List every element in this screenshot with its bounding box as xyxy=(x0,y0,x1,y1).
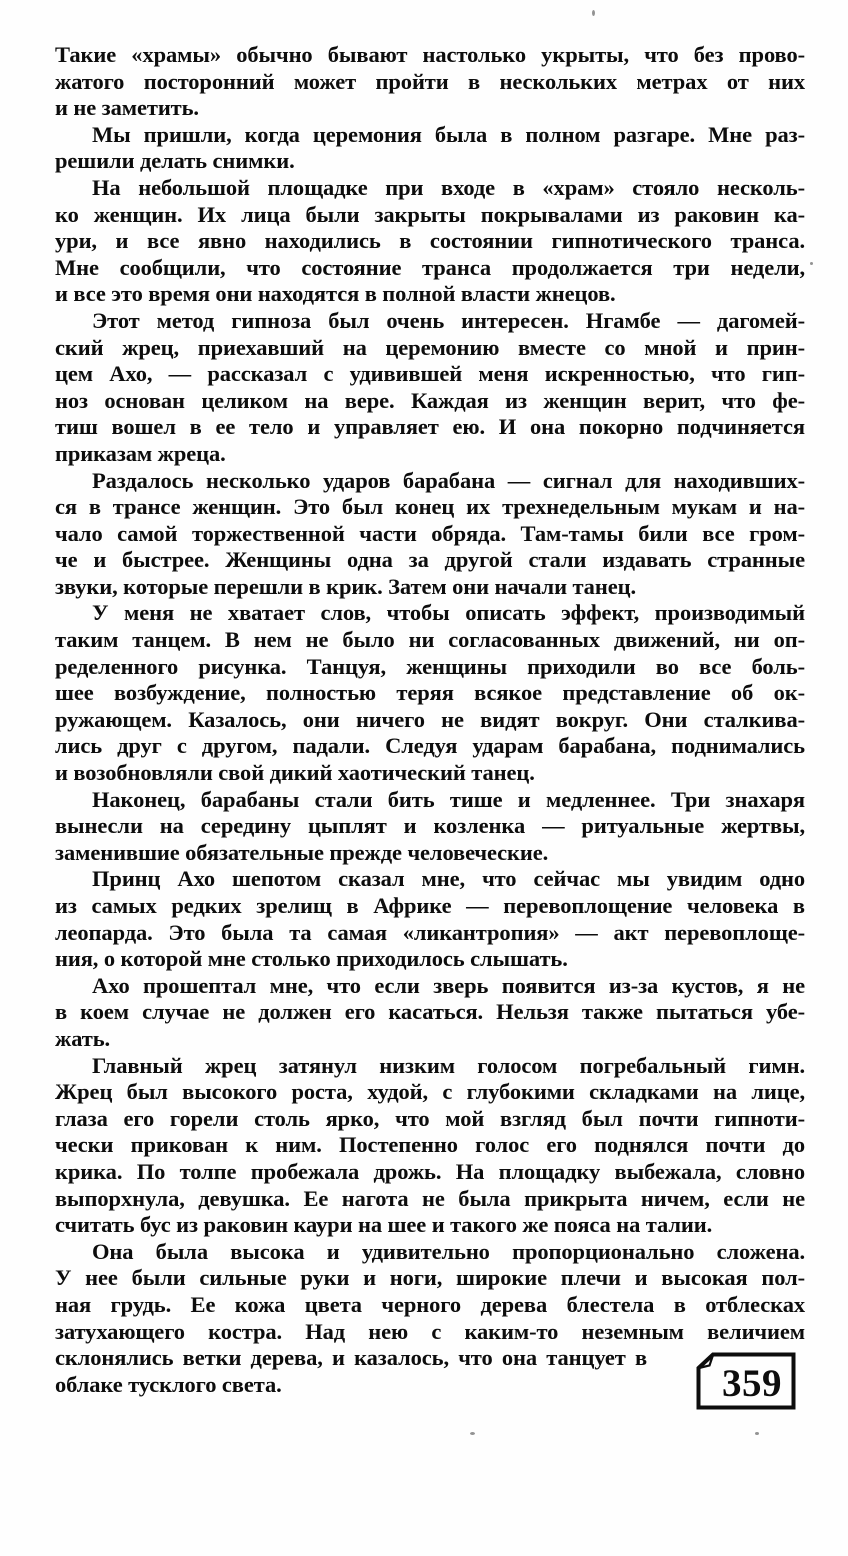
text-line: че и быстрее. Женщины одна за другой стали издавать странные xyxy=(55,547,805,573)
text-line: ружающем. Казалось, они ничего не видят вокруг. Они сталкива- xyxy=(55,706,805,732)
paragraph xyxy=(55,1053,805,1239)
text-line: звуки, которые перешли в крик. Затем они начали танец. xyxy=(55,573,636,599)
text-line: Мне сообщили, что состояние транса продолжается три недели, xyxy=(55,254,805,280)
paragraph xyxy=(55,1239,805,1399)
text-line: таким танцем. В нем не было ни согласованных движений, ни оп- xyxy=(55,627,805,653)
text-line: Она была высока и удивительно пропорционально сложена. xyxy=(92,1238,805,1264)
text-line: ко женщин. Их лица были закрыты покрывалами из раковин ка- xyxy=(55,201,805,227)
text-line: Жрец был высокого роста, худой, с глубокими складками на лице, xyxy=(55,1079,805,1105)
text-line: ния, о которой мне столько приходилось слышать. xyxy=(55,946,568,972)
text-line: и возобновляли свой дикий хаотический танец. xyxy=(55,760,535,786)
text-line: У меня не хватает слов, чтобы описать эффект, производимый xyxy=(92,600,805,626)
paragraph xyxy=(55,308,805,468)
text-column xyxy=(55,42,805,1398)
text-line: Наконец, барабаны стали бить тише и медленнее. Три знахаря xyxy=(92,786,805,812)
text-line: ределенного рисунка. Танцуя, женщины приходили во все боль- xyxy=(55,653,805,679)
scan-speck xyxy=(592,10,595,16)
text-line: считать бус из раковин каури на шее и такого же пояса на талии. xyxy=(55,1212,713,1238)
paragraph xyxy=(55,122,805,175)
text-line: Раздалось несколько ударов барабана — сигнал для находивших- xyxy=(92,467,805,493)
page-number: 359 xyxy=(722,1361,782,1405)
text-line: из самых редких зрелищ в Африке — перевоплощение человека в xyxy=(55,893,805,918)
paragraph xyxy=(55,787,805,867)
scan-speck xyxy=(810,262,813,265)
text-line: жатого посторонний может пройти в нескольких метрах от них xyxy=(55,68,805,94)
text-line: ский жрец, приехавший на церемонию вместе со мной и прин- xyxy=(55,334,805,360)
text-line: шее возбуждение, полностью теряя всякое представление об ок- xyxy=(55,680,805,706)
text-line: в коем случае не должен его касаться. Нельзя также пытаться убе- xyxy=(55,999,805,1025)
paragraph xyxy=(55,600,805,786)
text-line: ноз основан целиком на вере. Каждая из женщин верит, что фе- xyxy=(55,387,805,413)
text-line: крика. По толпе пробежала дрожь. На площадку выбежала, словно xyxy=(55,1158,805,1184)
text-line: Этот метод гипноза был очень интересен. Нгамбе — дагомей- xyxy=(92,307,805,333)
text-line: чески прикован к ним. Постепенно голос его поднялся почти до xyxy=(55,1132,805,1158)
text-line: Ахо прошептал мне, что если зверь появится из-за кустов, я не xyxy=(92,972,805,998)
text-line: На небольшой площадке при входе в «храм» стояло несколь- xyxy=(92,174,805,200)
text-line: Мы пришли, когда церемония была в полном разгаре. Мне раз- xyxy=(92,121,805,147)
text-line: заменившие обязательные прежде человеческие. xyxy=(55,839,549,865)
text-line: и не заметить. xyxy=(55,95,199,121)
text-line: решили делать снимки. xyxy=(55,148,295,174)
paragraph xyxy=(55,175,805,308)
text-line: глаза его горели столь ярко, что мой взгляд был почти гипноти- xyxy=(55,1105,805,1131)
text-line: выпорхнула, девушка. Ее нагота не была прикрыта ничем, если не xyxy=(55,1185,805,1211)
text-line: приказам жреца. xyxy=(55,440,226,466)
text-line: цем Ахо, — рассказал с удивившей меня искренностью, что гип- xyxy=(55,361,805,387)
scan-speck xyxy=(470,1432,475,1435)
text-line: и все это время они находятся в полной власти жнецов. xyxy=(55,281,616,307)
text-line: вынесли на середину цыплят и козленка — ритуальные жертвы, xyxy=(55,813,805,839)
text-line: затухающего костра. Над нею с каким-то неземным величием xyxy=(55,1318,805,1344)
page-number-box xyxy=(696,1352,796,1410)
text-line: Такие «храмы» обычно бывают настолько укрыты, что без прово- xyxy=(55,42,805,67)
scan-speck xyxy=(755,1432,759,1435)
paragraph xyxy=(55,973,805,1053)
paragraph xyxy=(55,468,805,601)
text-line: жать. xyxy=(55,1025,111,1051)
text-line: облаке тусклого света. xyxy=(55,1371,282,1397)
text-line: Главный жрец затянул низким голосом погребальный гимн. xyxy=(92,1052,805,1078)
text-line: тиш вошел в ее тело и управляет ею. И она покорно подчиняется xyxy=(55,414,805,440)
text-line: Принц Ахо шепотом сказал мне, что сейчас мы увидим одно xyxy=(92,866,805,892)
text-line: ная грудь. Ее кожа цвета черного дерева блестела в отблесках xyxy=(55,1291,805,1317)
text-line: ури, и все явно находились в состоянии гипнотического транса. xyxy=(55,228,805,254)
text-line: леопарда. Это была та самая «ликантропия» — акт перевоплоще- xyxy=(55,919,805,945)
text-line: склонялись ветки дерева, и казалось, что она танцует в xyxy=(55,1345,647,1371)
text-line: лись друг с другом, падали. Следуя ударам барабана, поднимались xyxy=(55,733,805,759)
text-line: чало самой торжественной части обряда. Там-тамы били все гром- xyxy=(55,520,805,546)
text-line: У нее были сильные руки и ноги, широкие плечи и высокая пол- xyxy=(55,1265,805,1291)
paragraph xyxy=(55,866,805,972)
text-line: ся в трансе женщин. Это был конец их трехнедельным мукам и на- xyxy=(55,494,805,520)
paragraph xyxy=(55,42,805,122)
